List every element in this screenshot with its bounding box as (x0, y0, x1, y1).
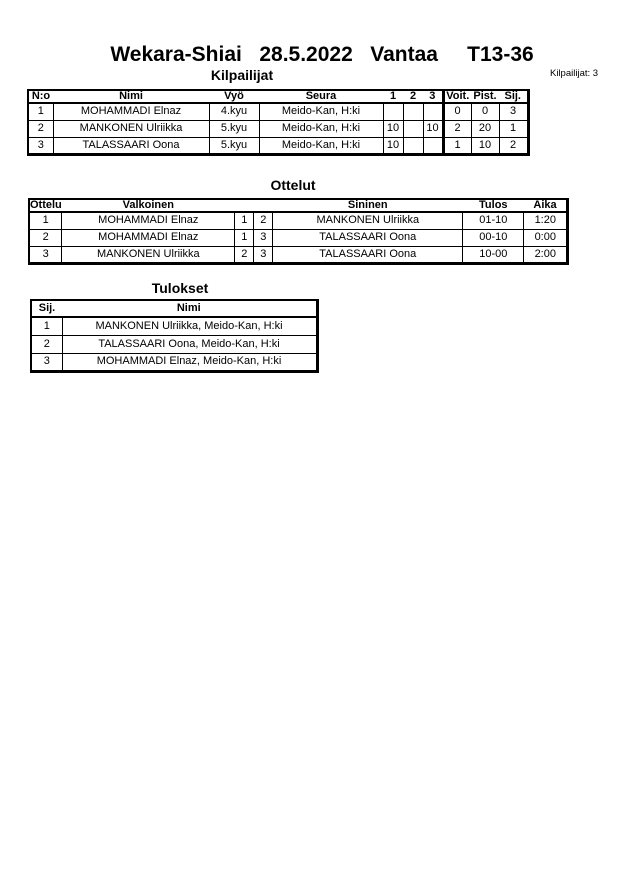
column-header-vyo: Vyö (224, 90, 244, 102)
column-header-tulos: Tulos (479, 199, 508, 211)
column-header-ottelu: Ottelu (30, 199, 62, 211)
cell-seura: Meido-Kan, H:ki (259, 137, 383, 154)
cell-placement: 2 (31, 335, 62, 353)
cell-white-no: 1 (235, 229, 254, 246)
result-row (31, 353, 317, 371)
match-row (29, 229, 568, 246)
cell-round-3 (423, 137, 443, 154)
cell-round-2 (403, 137, 423, 154)
cell-sij: 3 (499, 103, 528, 120)
cell-tulos: 00-10 (463, 229, 524, 246)
cell-blue-no: 3 (254, 246, 273, 263)
column-header-nimi: Nimi (119, 90, 143, 102)
page-title: Wekara-Shiai 28.5.2022 Vantaa T13-36 (110, 43, 534, 66)
section-heading-tulokset: Tulokset (151, 280, 209, 296)
column-header-round-1: 1 (389, 90, 397, 102)
cell-nimi: MANKONEN Ulriikka (53, 120, 209, 137)
cell-nimi: MOHAMMADI Elnaz (53, 103, 209, 120)
cell-match-no: 2 (29, 229, 62, 246)
cell-name-club: MOHAMMADI Elnaz, Meido-Kan, H:ki (62, 353, 317, 371)
column-header-sij: Sij. (38, 302, 56, 314)
column-header-aika: Aika (533, 199, 557, 211)
cell-white-name: MANKONEN Ulriikka (62, 246, 235, 263)
column-header-pist: Pist. (473, 90, 497, 102)
cell-white-no: 2 (235, 246, 254, 263)
cell-aika: 1:20 (524, 212, 568, 229)
cell-aika: 2:00 (524, 246, 568, 263)
column-header-voit: Voit. (443, 90, 471, 103)
match-row (29, 212, 568, 229)
cell-no: 3 (28, 137, 53, 154)
result-row (31, 317, 317, 335)
cell-pist: 0 (471, 103, 499, 120)
cell-voit: 1 (443, 137, 471, 154)
cell-vyo: 4.kyu (209, 103, 259, 120)
competitors-table-grid (27, 89, 530, 156)
matches-header-row (29, 199, 568, 212)
cell-tulos: 01-10 (463, 212, 524, 229)
cell-sij: 1 (499, 120, 528, 137)
column-header-round-3: 3 (429, 90, 436, 102)
section-heading-ottelut: Ottelut (270, 177, 316, 193)
cell-round-1 (383, 103, 403, 120)
cell-blue-name: TALASSAARI Oona (273, 246, 463, 263)
column-header-seura: Seura (305, 90, 337, 102)
cell-seura: Meido-Kan, H:ki (259, 120, 383, 137)
competitors-table (27, 89, 530, 156)
cell-nimi: TALASSAARI Oona (53, 137, 209, 154)
cell-round-3: 10 (423, 120, 443, 137)
cell-match-no: 3 (29, 246, 62, 263)
results-table (30, 299, 319, 373)
cell-round-2 (403, 103, 423, 120)
cell-seura: Meido-Kan, H:ki (259, 103, 383, 120)
cell-white-name: MOHAMMADI Elnaz (62, 212, 235, 229)
cell-vyo: 5.kyu (209, 120, 259, 137)
cell-blue-name: MANKONEN Ulriikka (273, 212, 463, 229)
matches-table (28, 198, 569, 265)
cell-round-3 (423, 103, 443, 120)
cell-white-no: 1 (235, 212, 254, 229)
cell-pist: 10 (471, 137, 499, 154)
results-table-grid (30, 299, 319, 373)
competitor-row (28, 137, 528, 154)
cell-tulos: 10-00 (463, 246, 524, 263)
result-row (31, 335, 317, 353)
column-header-sij: Sij. (504, 90, 521, 102)
cell-name-club: TALASSAARI Oona, Meido-Kan, H:ki (62, 335, 317, 353)
cell-sij: 2 (499, 137, 528, 154)
cell-blue-no: 3 (254, 229, 273, 246)
competitor-row (28, 103, 528, 120)
cell-round-2 (403, 120, 423, 137)
cell-no: 1 (28, 103, 53, 120)
column-header-no: N:o (31, 90, 51, 102)
cell-voit: 0 (443, 103, 471, 120)
cell-round-1: 10 (383, 120, 403, 137)
column-header-valkoinen: Valkoinen (122, 199, 174, 211)
cell-blue-name: TALASSAARI Oona (273, 229, 463, 246)
competitor-count-label: Kilpailijat: 3 (550, 68, 599, 79)
match-row (29, 246, 568, 263)
cell-placement: 3 (31, 353, 62, 371)
cell-vyo: 5.kyu (209, 137, 259, 154)
column-header-white-no (235, 199, 254, 212)
competitor-row (28, 120, 528, 137)
cell-name-club: MANKONEN Ulriikka, Meido-Kan, H:ki (62, 317, 317, 335)
cell-white-name: MOHAMMADI Elnaz (62, 229, 235, 246)
column-header-round-2: 2 (409, 90, 417, 102)
cell-no: 2 (28, 120, 53, 137)
column-header-nimi: Nimi (176, 302, 201, 314)
cell-round-1: 10 (383, 137, 403, 154)
column-header-blue-no (254, 199, 273, 212)
section-heading-kilpailijat: Kilpailijat (210, 67, 274, 83)
cell-blue-no: 2 (254, 212, 273, 229)
competitors-header-row (28, 90, 528, 103)
cell-voit: 2 (443, 120, 471, 137)
matches-table-grid (28, 198, 569, 265)
column-header-sininen: Sininen (347, 199, 388, 211)
results-header-row (31, 300, 317, 317)
cell-pist: 20 (471, 120, 499, 137)
cell-match-no: 1 (29, 212, 62, 229)
cell-placement: 1 (31, 317, 62, 335)
cell-aika: 0:00 (524, 229, 568, 246)
